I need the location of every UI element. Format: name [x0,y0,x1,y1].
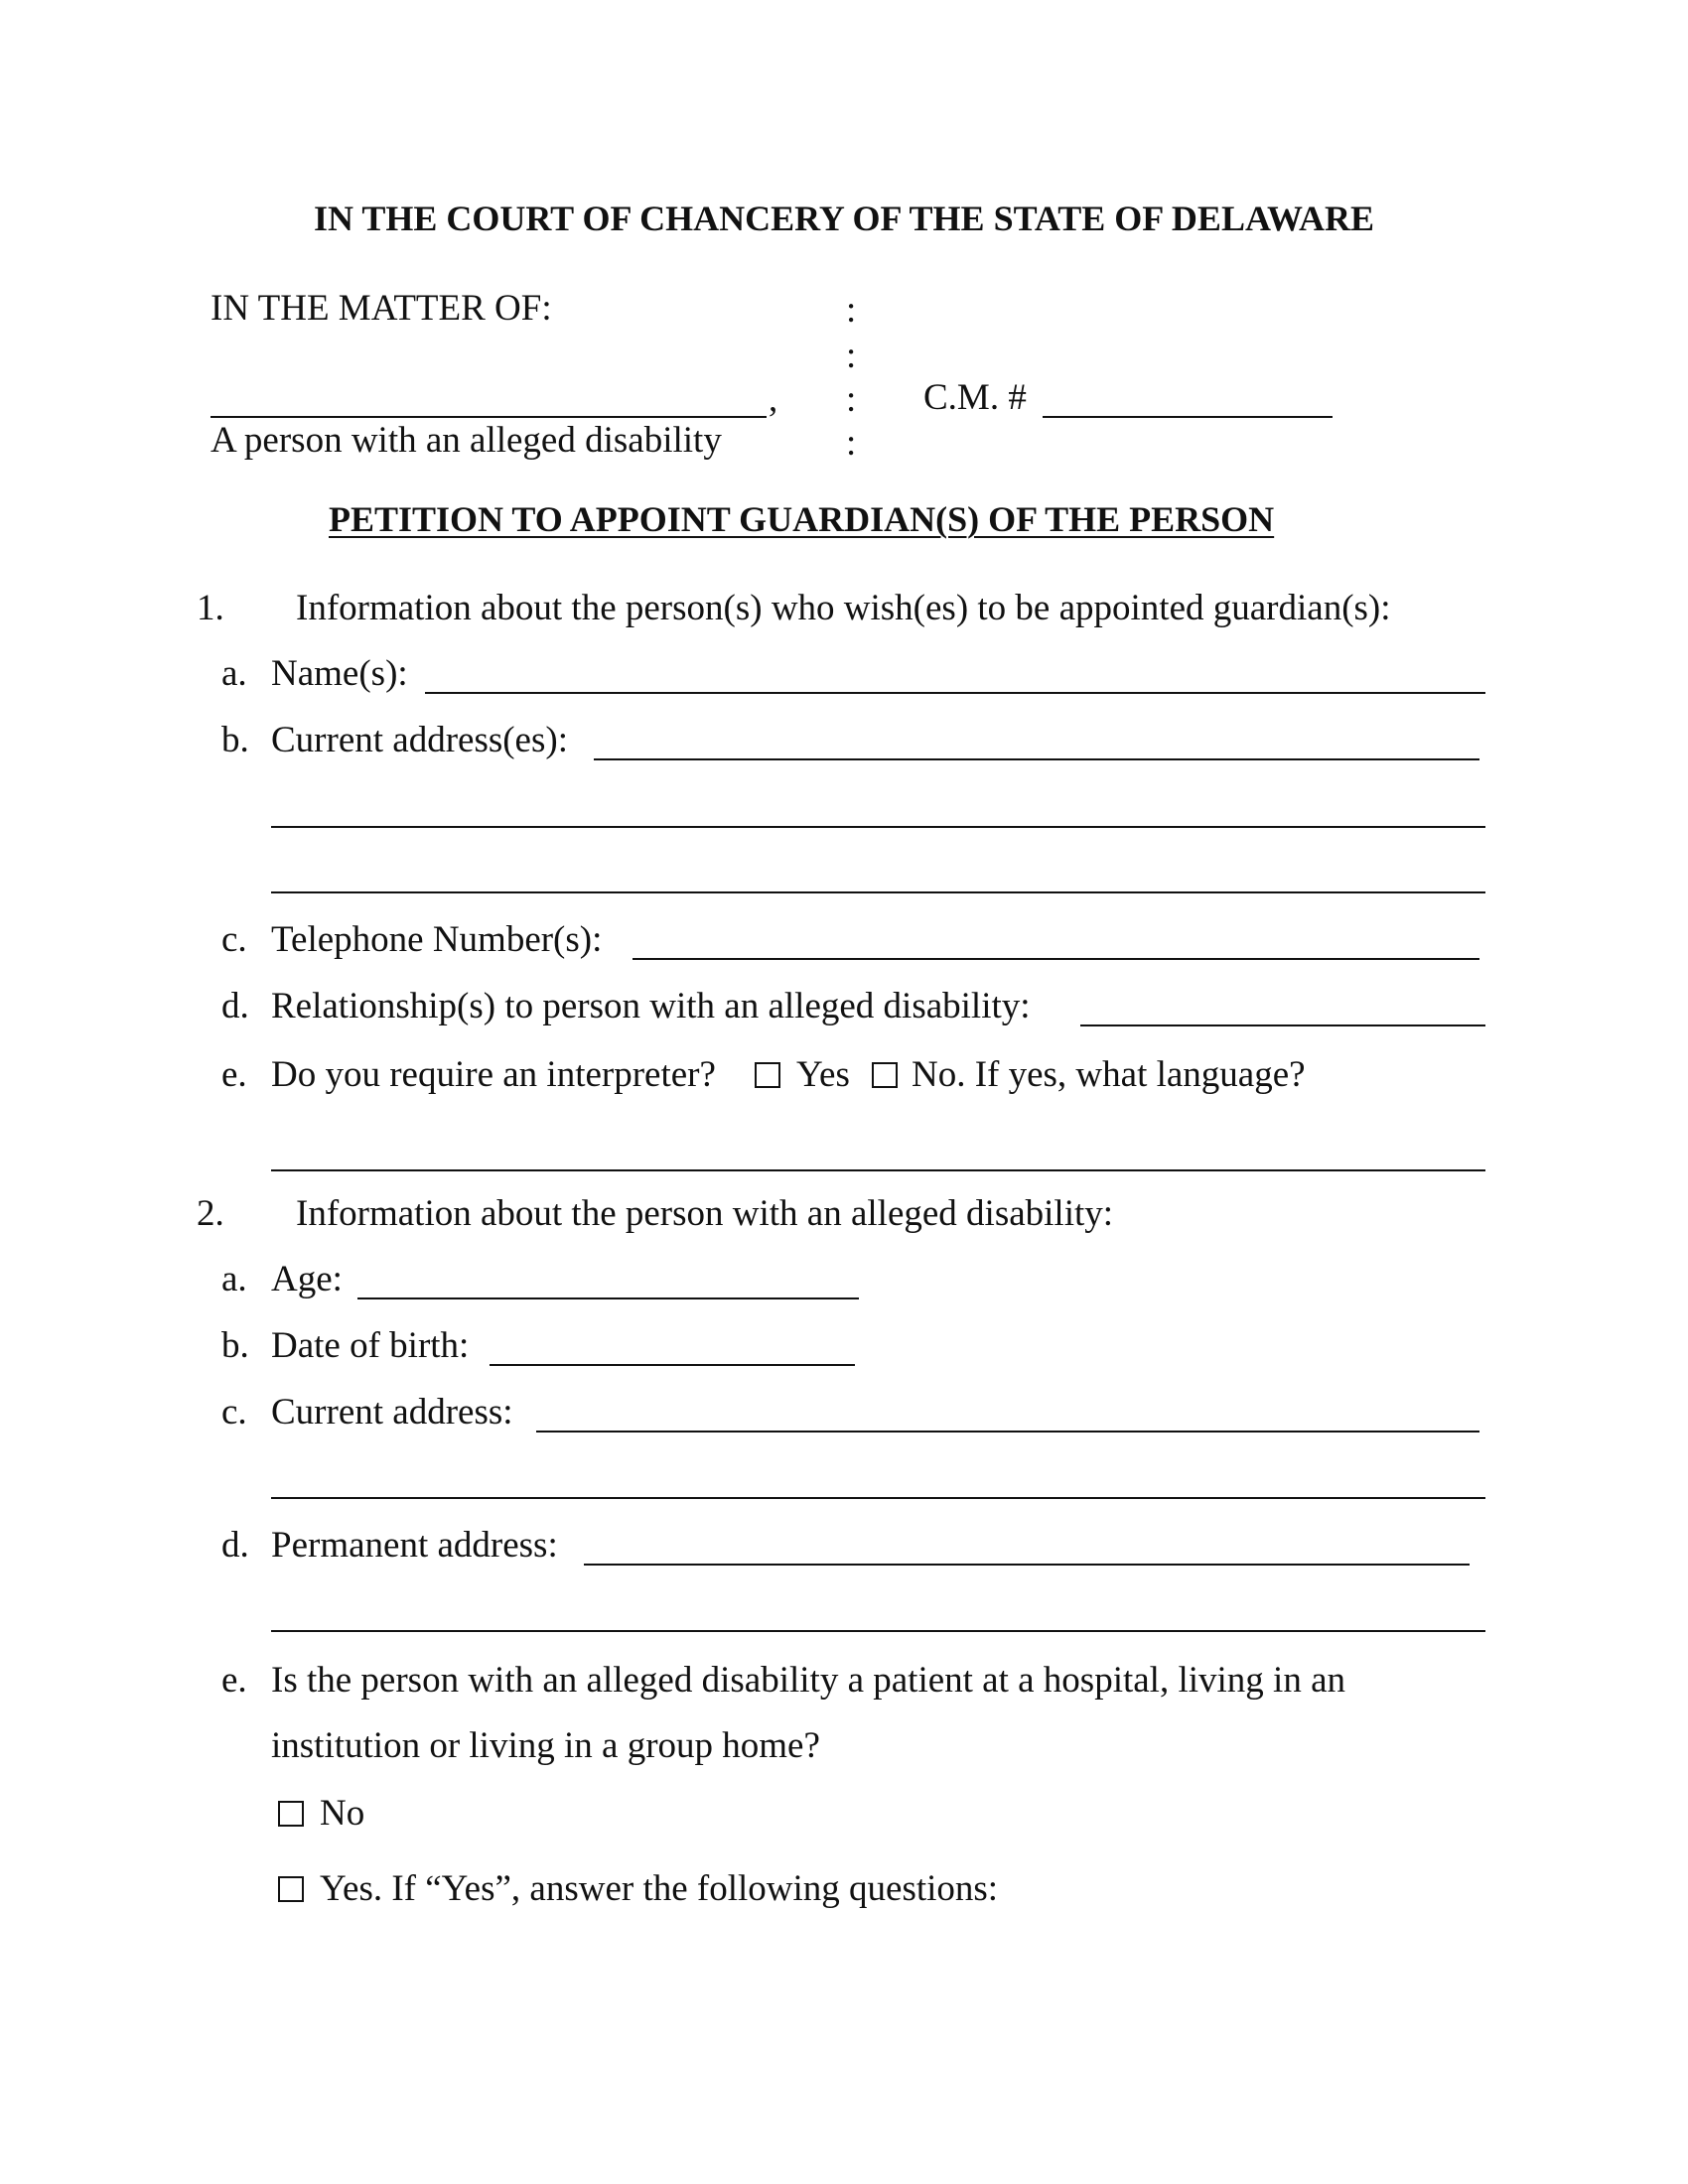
section1-a-letter: a. [221,653,247,694]
section1-heading: Information about the person(s) who wish(es) to be appointed guardian(s): [296,588,1391,628]
institution-no-checkbox[interactable] [278,1801,304,1827]
relationship-label: Relationship(s) to person with an alleged disability: [271,986,1031,1026]
current-address-line-2[interactable] [271,1461,1485,1499]
guardian-address-line-2[interactable] [271,790,1485,828]
interpreter-yes-label: Yes [796,1054,850,1095]
age-label: Age: [271,1259,343,1299]
current-address-input[interactable] [536,1395,1479,1433]
guardian-telephone-label: Telephone Number(s): [271,919,603,960]
caption-colon: : [846,290,857,331]
guardian-name-label: Name(s): [271,653,408,694]
section1-e-letter: e. [221,1054,247,1095]
permanent-address-line-2[interactable] [271,1594,1485,1632]
cm-label: C.M. # [923,377,1027,418]
interpreter-no-checkbox[interactable] [872,1062,898,1088]
guardian-address-label: Current address(es): [271,720,568,760]
age-input[interactable] [357,1262,859,1299]
interpreter-question: Do you require an interpreter? [271,1054,716,1095]
section2-d-letter: d. [221,1525,249,1566]
caption-colon: : [846,423,857,464]
person-name-input[interactable] [211,380,767,418]
interpreter-no-label: No. If yes, what language? [912,1054,1306,1095]
guardian-address-input[interactable] [594,723,1479,760]
institution-no-label: No [320,1793,365,1834]
interpreter-yes-checkbox[interactable] [755,1062,780,1088]
section1-d-letter: d. [221,986,249,1026]
section2-number: 2. [197,1193,224,1234]
institution-question-line2: institution or living in a group home? [271,1725,820,1766]
section1-b-letter: b. [221,720,249,760]
guardian-telephone-input[interactable] [633,922,1479,960]
section2-b-letter: b. [221,1325,249,1366]
institution-yes-checkbox[interactable] [278,1876,304,1902]
guardian-address-line-3[interactable] [271,856,1485,893]
current-address-label: Current address: [271,1392,513,1433]
section2-e-letter: e. [221,1660,247,1701]
date-of-birth-input[interactable] [490,1328,855,1366]
cm-number-input[interactable] [1043,380,1333,418]
date-of-birth-label: Date of birth: [271,1325,470,1366]
matter-label: IN THE MATTER OF: [211,288,552,329]
institution-yes-label: Yes. If “Yes”, answer the following questions: [320,1868,999,1909]
interpreter-language-input[interactable] [271,1134,1485,1171]
person-label: A person with an alleged disability [211,420,722,461]
section2-heading: Information about the person with an alleged disability: [296,1193,1114,1234]
court-title: IN THE COURT OF CHANCERY OF THE STATE OF DELAWARE [314,199,1374,238]
relationship-input[interactable] [1080,989,1485,1026]
permanent-address-label: Permanent address: [271,1525,558,1566]
section1-number: 1. [197,588,224,628]
guardian-name-input[interactable] [425,656,1485,694]
permanent-address-input[interactable] [584,1528,1470,1566]
name-comma: , [769,379,778,420]
institution-question-line1: Is the person with an alleged disability a patient at a hospital, living in an [271,1660,1345,1701]
section1-c-letter: c. [221,919,247,960]
caption-colon: : [846,336,857,376]
section2-a-letter: a. [221,1259,247,1299]
petition-title: PETITION TO APPOINT GUARDIAN(S) OF THE PERSON [329,499,1275,539]
section2-c-letter: c. [221,1392,247,1433]
caption-colon: : [846,379,857,420]
